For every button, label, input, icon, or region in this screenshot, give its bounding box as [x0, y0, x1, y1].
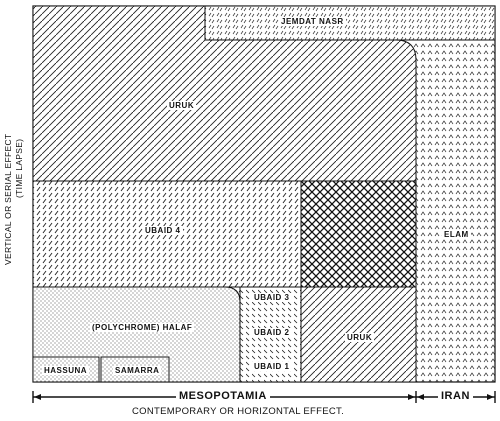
arrow-mid-right: [417, 394, 424, 400]
label-uruk-top: URUK: [169, 101, 195, 110]
axis-label-time-lapse: (TIME LAPSE): [14, 138, 24, 198]
label-elam: ELAM: [444, 230, 469, 239]
axis-label-iran: IRAN: [438, 390, 473, 402]
label-halaf: (POLYCHROME) HALAF: [92, 323, 193, 332]
label-ubaid-4: UBAID 4: [145, 226, 181, 235]
region-checkered: [301, 181, 416, 287]
label-hassuna: HASSUNA: [44, 366, 88, 375]
label-ubaid-2: UBAID 2: [254, 328, 290, 337]
label-ubaid-3: UBAID 3: [254, 293, 290, 302]
label-samarra: SAMARRA: [115, 366, 160, 375]
label-ubaid-1: UBAID 1: [254, 362, 290, 371]
axis-label-mesopotamia: MESOPOTAMIA: [176, 390, 270, 402]
arrow-left: [34, 394, 41, 400]
arrow-mid-left: [408, 394, 415, 400]
arrow-right: [487, 394, 494, 400]
label-uruk-bottom: URUK: [347, 333, 373, 342]
region-jemdat-nasr: [205, 6, 495, 40]
axis-label-vertical: VERTICAL OR SERIAL EFFECT: [3, 133, 13, 265]
axis-caption-horizontal: CONTEMPORARY OR HORIZONTAL EFFECT.: [132, 406, 345, 417]
label-jemdat-nasr: JEMDAT NASR: [281, 17, 344, 26]
